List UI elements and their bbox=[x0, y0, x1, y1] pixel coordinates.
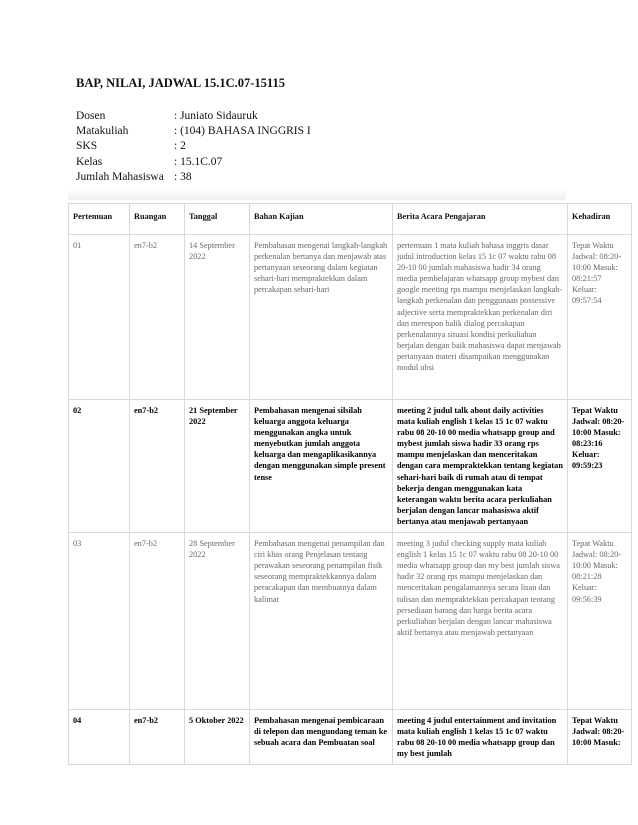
info-label: Dosen bbox=[76, 110, 106, 122]
cell-tanggal: 14 September 2022 bbox=[185, 235, 250, 400]
cell-ruangan: en7-b2 bbox=[130, 235, 185, 400]
cell-tanggal: 28 September 2022 bbox=[185, 533, 250, 710]
info-label: Kelas bbox=[76, 155, 103, 168]
table-row bbox=[69, 710, 632, 765]
info-label: SKS bbox=[76, 140, 98, 153]
info-row-sks bbox=[76, 139, 311, 154]
cell-berita-acara: meeting 2 judul talk about daily activities mata kuliah english 1 kelas 15 1c 07 waktu rabu 08 20-10 00 media whatsapp group and mybest jumlah siswa hadir 33 orang rps mampu menjelaskan dan menceritakan dengan cara mempraktekkan tentang kegiatan sehari-hari baik di rumah atau di tempat bekerja dengan menggunakan kata keterangan waktu berita acara perkuliahan berjalan dengan lancar mahasiswa aktif bertanya atau menjawab pertanyaan bbox=[393, 400, 568, 533]
info-value: : 38 bbox=[174, 170, 192, 183]
cell-pertemuan: 03 bbox=[69, 533, 130, 710]
info-row-jumlah-mahasiswa bbox=[76, 170, 311, 185]
col-header-bahan-kajian: Bahan Kajian bbox=[250, 204, 393, 235]
col-header-pertemuan: Pertemuan bbox=[69, 204, 130, 235]
cell-tanggal: 5 Oktober 2022 bbox=[185, 710, 250, 765]
info-label: Jumlah Mahasiswa bbox=[76, 170, 164, 183]
bap-table bbox=[68, 203, 632, 765]
cell-kehadiran: Tepat Waktu Jadwal: 08:20-10:00 Masuk: 08:21:28 Keluar: 09:56:39 bbox=[568, 533, 632, 710]
cell-berita-acara: meeting 3 judul checking supply mata kuliah english 1 kelas 15 1c 07 waktu rabu 08 20-10 00 media whatsapp group dan my best jumlah siswa hadir 32 orang rps mampu menjelaskan dan menceritakan pengalamannya secara lisan dan tulisan dan mempraktekkan percakapan tentang persediaan barang dan harga berita acara perkuliahan berjalan dengan lancar mahasiswa aktif bertanya atau menjawab pertanyaan bbox=[393, 533, 568, 710]
cell-kehadiran: Tepat Waktu Jadwal: 08:20-10:00 Masuk: bbox=[568, 710, 632, 765]
cell-bahan-kajian: Pembahasan mengenai penampilan dan ciri khas orang Penjelasan tentang perawakan seseorang penampilan fisik seseorang mempraktekkannya dalam peracakapan dan membuatnya dalam kalimat bbox=[250, 533, 393, 710]
cell-ruangan: en7-b2 bbox=[130, 400, 185, 533]
info-value: : (104) BAHASA INGGRIS I bbox=[174, 125, 311, 138]
info-row-matakuliah bbox=[76, 124, 311, 139]
section-divider bbox=[68, 188, 566, 200]
cell-bahan-kajian: Pembahasan mengenai pembicaraan di telepon dan mengundang teman ke sebuah acara dan Pembuatan soal bbox=[250, 710, 393, 765]
info-row-dosen bbox=[76, 109, 311, 124]
col-header-kehadiran: Kehadiran bbox=[568, 204, 632, 235]
cell-pertemuan: 01 bbox=[69, 235, 130, 400]
info-label: Matakuliah bbox=[76, 125, 129, 138]
col-header-ruangan: Ruangan bbox=[130, 204, 185, 235]
cell-pertemuan: 02 bbox=[69, 400, 130, 533]
col-header-berita-acara: Berita Acara Pengajaran bbox=[393, 204, 568, 235]
info-value: : 15.1C.07 bbox=[174, 155, 223, 168]
info-value: : 2 bbox=[174, 140, 186, 153]
cell-bahan-kajian: Pembahasan mengenai silsilah keluarga anggota keluarga menggunakan angka untuk menyebutkan jumlah anggota keluarga dan mengaplikasikannya dengan menggunakan simple present tense bbox=[250, 400, 393, 533]
table-row bbox=[69, 235, 632, 400]
cell-pertemuan: 04 bbox=[69, 710, 130, 765]
cell-berita-acara: meeting 4 judul entertainment and invitation mata kuliah english 1 kelas 15 1c 07 waktu rabu 08 20-10 00 media whatsapp group dan my best jumlah bbox=[393, 710, 568, 765]
table-header-row bbox=[69, 204, 632, 235]
info-row-kelas bbox=[76, 155, 311, 170]
cell-ruangan: en7-b2 bbox=[130, 710, 185, 765]
cell-ruangan: en7-b2 bbox=[130, 533, 185, 710]
table-row bbox=[69, 400, 632, 533]
page-title: BAP, NILAI, JADWAL 15.1C.07-15115 bbox=[76, 76, 285, 90]
cell-tanggal: 21 September 2022 bbox=[185, 400, 250, 533]
cell-berita-acara: pertemuan 1 mata kuliah bahasa inggris dasar judul introduction kelas 15 1c 07 waktu rabu 08 20-10 00 jumlah mahasiswa hadir 34 orang media pembelajaran whatsapp group mybest dan google meeting rps mampu menjelaskan langkah-langkah perkenalan dan penggunaan possessive adjective serta mempraktekkan perkenalan diri dan merespon balik dialog percakapan perkenalannya situasi kondisi perkuliahan berjalan dengan baik mahasiswa dapat menjawab pertanyaan materi disampaikan menggunakan modul ubsi bbox=[393, 235, 568, 400]
cell-bahan-kajian: Pembahasan mengenai langkah-langkah perkenalan bertanya dan menjawab atas pertanyaan seseorang dalam kegiatan sehari-hari mempraktekkan dalam percakapan sehari-hari bbox=[250, 235, 393, 400]
table-row bbox=[69, 533, 632, 710]
course-info bbox=[76, 109, 311, 185]
col-header-tanggal: Tanggal bbox=[185, 204, 250, 235]
info-value: : Juniato Sidauruk bbox=[174, 110, 258, 122]
cell-kehadiran: Tepat Waktu Jadwal: 08:20-10:00 Masuk: 08:23:16 Keluar: 09:59:23 bbox=[568, 400, 632, 533]
cell-kehadiran: Tepat Waktu Jadwal: 08:20-10:00 Masuk: 08:21:57 Keluar: 09:57:54 bbox=[568, 235, 632, 400]
